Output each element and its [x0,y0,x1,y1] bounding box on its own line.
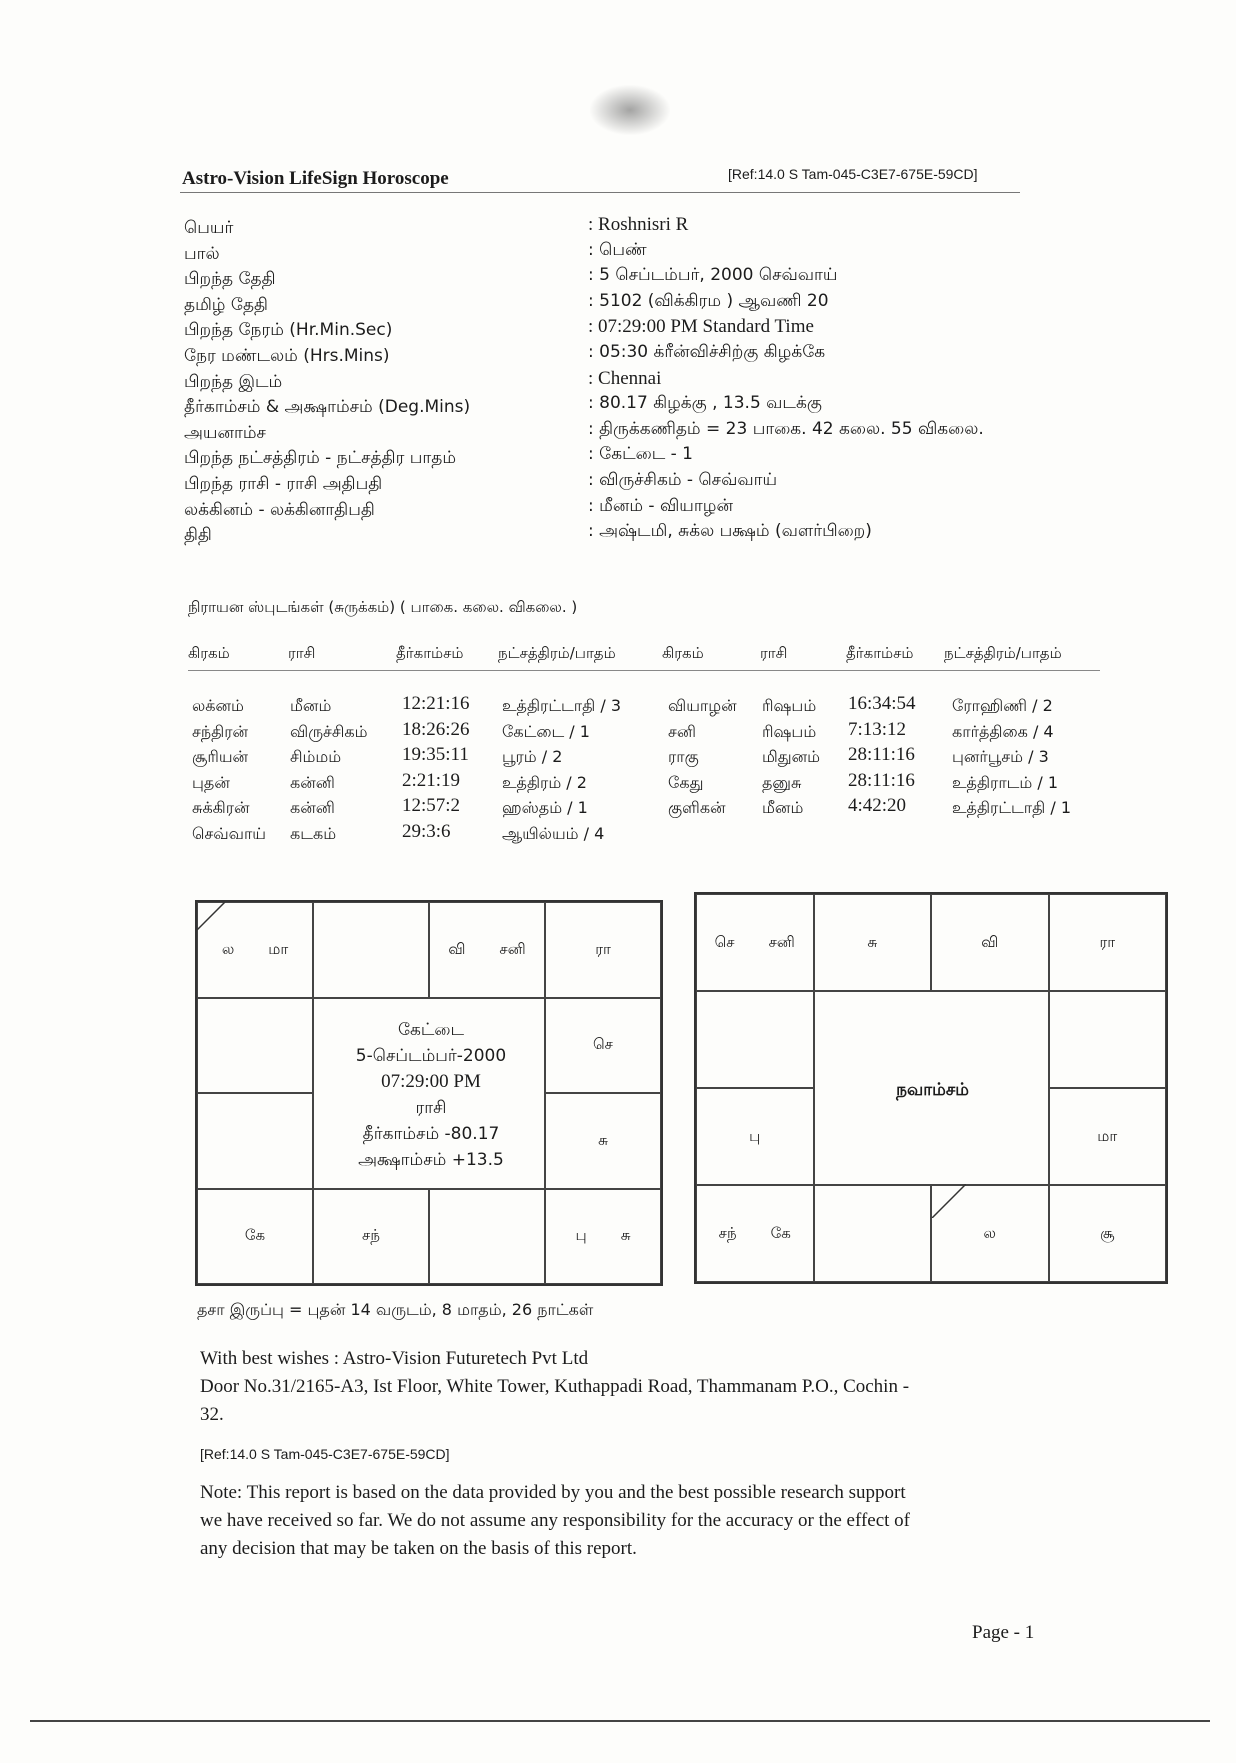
reference-code: [Ref:14.0 S Tam-045-C3E7-675E-59CD] [728,166,978,182]
rasi-center-star: கேட்டை [397,1020,465,1040]
spudam-cell: குளிகன் [668,798,726,817]
chart-house [545,902,661,998]
chart-house [1049,991,1167,1088]
spudam-cell: மீனம் [762,798,804,817]
detail-label: பிறந்த தேதி [184,269,276,289]
footer-reference-code: [Ref:14.0 S Tam-045-C3E7-675E-59CD] [200,1446,450,1462]
planet-label: சூ [1100,1223,1115,1242]
planet-label: மா [1097,1126,1118,1145]
planet-label: கே [244,1226,266,1245]
detail-value: : 07:29:00 PM Standard Time [588,316,814,337]
footer-wishes: With best wishes : Astro-Vision Futuretech Pvt Ltd [200,1348,589,1369]
footer-note-line2: we have received so far. We do not assume any responsibility for the accuracy or the effect of [200,1510,910,1531]
detail-label: பிறந்த ராசி - ராசி அதிபதி [184,474,383,494]
chart-house [814,1185,932,1282]
detail-label: தமிழ் தேதி [184,295,268,315]
rasi-center-longitude: தீர்காம்சம் -80.17 [362,1124,500,1144]
rasi-center [314,999,548,1191]
chart-house [696,894,814,991]
spudam-cell: லக்னம் [192,696,244,715]
planet-label: செ [714,932,735,951]
spudam-cell: கேது [668,773,704,792]
detail-label: அயனாம்ச [184,423,266,443]
rasi-center-name: ராசி [415,1098,447,1118]
spudam-cell: புதன் [192,773,230,792]
lagna-marker [197,902,227,932]
spudam-column-header: தீர்காம்சம் [846,644,914,662]
planet-label: ரா [1099,932,1116,951]
spudam-cell: ஆயில்யம் / 4 [502,824,605,843]
chart-house [197,1093,313,1189]
spudam-cell: கன்னி [290,773,335,792]
chart-house [197,1189,313,1285]
chart-house [545,1093,661,1189]
rasi-chart [195,900,663,1286]
spudam-cell: ஹஸ்தம் / 1 [502,798,588,817]
detail-label: லக்கினம் - லக்கினாதிபதி [184,500,375,520]
detail-label: நேர மண்டலம் (Hrs.Mins) [184,346,390,366]
spudam-column-header: நட்சத்திரம்/பாதம் [944,644,1062,662]
chart-house [429,902,545,998]
spudam-cell: 28:11:16 [848,744,915,765]
chart-house [197,998,313,1094]
chart-house [696,1185,814,1282]
spudam-cell: பூரம் / 2 [502,747,563,766]
detail-label: திதி [184,525,212,545]
spudam-cell: 19:35:11 [402,744,469,765]
spudam-cell: செவ்வாய் [192,824,267,843]
spudam-column-header: கிரகம் [188,644,230,662]
detail-value: : 5102 (விக்கிரம ) ஆவணி 20 [588,291,829,311]
spudam-cell: கடகம் [290,824,337,843]
chart-house [1049,1088,1167,1185]
detail-value: : மீனம் - வியாழன் [588,496,733,516]
header-divider [180,192,1020,193]
dasa-balance: தசா இருப்பு = புதன் 14 வருடம், 8 மாதம், 26 நாட்கள் [197,1300,594,1319]
spudam-cell: ரோஹிணி / 2 [952,696,1053,715]
bottom-rule [30,1720,1210,1722]
spudam-cell: 29:3:6 [402,821,451,842]
planet-label: சு [620,1226,631,1245]
chart-house [313,902,429,998]
chart-house [429,1189,545,1285]
spudam-cell: சுக்கிரன் [192,798,250,817]
spudam-cell: சிம்மம் [290,747,342,766]
planet-label: ல [221,939,235,958]
detail-value: : கேட்டை - 1 [588,444,693,464]
detail-label: பெயர் [184,218,234,238]
page-number: Page - 1 [972,1622,1035,1643]
spudam-cell: 12:21:16 [402,693,470,714]
spudam-column-header: நட்சத்திரம்/பாதம் [498,644,616,662]
scan-smudge [590,85,670,135]
planet-label: சு [867,932,878,951]
planet-label: கே [770,1223,791,1242]
planet-label: செ [593,1035,613,1054]
planet-label: ல [983,1223,996,1242]
spudam-column-header: தீர்காம்சம் [396,644,464,662]
spudam-cell: கார்த்திகை / 4 [952,722,1054,741]
spudam-cell: 2:21:19 [402,770,461,791]
spudam-header-divider [188,670,1100,671]
navamsa-center-name: நவாம்சம் [896,1080,969,1100]
chart-house [545,998,661,1094]
detail-value: : Chennai [588,368,662,389]
planet-label: ரா [595,939,611,958]
spudam-cell: சந்திரன் [192,722,249,741]
spudam-cell: ரிஷபம் [762,722,817,741]
spudam-cell: 7:13:12 [848,719,907,740]
spudam-cell: தனுசு [762,773,802,792]
planet-label: சனி [768,932,795,951]
detail-value: : Roshnisri R [588,214,689,235]
footer-address-line2: 32. [200,1404,224,1425]
planet-label: வி [981,932,999,951]
spudam-cell: உத்திராடம் / 1 [952,773,1059,792]
chart-house [313,1189,429,1285]
navamsa-center [814,992,1051,1188]
planet-label: பு [575,1226,587,1245]
detail-value: : 80.17 கிழக்கு , 13.5 வடக்கு [588,393,822,413]
spudam-cell: உத்திரட்டாதி / 1 [952,798,1071,817]
planet-label: மா [268,939,289,958]
chart-house [1049,894,1167,991]
spudam-cell: உத்திரட்டாதி / 3 [502,696,621,715]
spudam-cell: கேட்டை / 1 [502,722,590,741]
spudam-cell: 16:34:54 [848,693,916,714]
rasi-center-date: 5-செப்டம்பர்-2000 [355,1046,507,1066]
spudam-cell: வியாழன் [668,696,737,715]
spudam-title: நிராயன ஸ்புடங்கள் (சுருக்கம்) ( பாகை. கலை. விகலை. ) [188,598,578,616]
detail-label: பிறந்த நட்சத்திரம் - நட்சத்திர பாதம் [184,448,457,468]
chart-house [696,991,814,1088]
spudam-column-header: ராசி [288,644,316,662]
detail-value: : 05:30 க்ரீன்விச்சிற்கு கிழக்கே [588,342,826,362]
detail-value: : பெண் [588,240,647,260]
chart-house [1049,1185,1167,1282]
spudam-cell: சூரியன் [192,747,249,766]
spudam-cell: 28:11:16 [848,770,915,791]
planet-label: பு [749,1126,761,1145]
navamsa-lagna-marker [932,1184,966,1218]
spudam-cell: 4:42:20 [848,795,907,816]
detail-value: : விருச்சிகம் - செவ்வாய் [588,470,778,490]
rasi-center-time: 07:29:00 PM [381,1071,481,1092]
detail-value: : திருக்கணிதம் = 23 பாகை. 42 கலை. 55 விகலை. [588,419,984,439]
planet-label: சனி [499,939,526,958]
spudam-cell: சனி [668,722,696,741]
detail-label: தீர்காம்சம் & அக்ஷாம்சம் (Deg.Mins) [184,397,471,417]
chart-house [696,1088,814,1185]
detail-value: : 5 செப்டம்பர், 2000 செவ்வாய் [588,265,838,285]
planet-label: சந் [718,1223,737,1242]
spudam-cell: விருச்சிகம் [290,722,368,741]
spudam-cell: ரிஷபம் [762,696,817,715]
rasi-center-latitude: அக்ஷாம்சம் +13.5 [358,1150,504,1170]
footer-note-line3: any decision that may be taken on the basis of this report. [200,1538,637,1559]
spudam-cell: கன்னி [290,798,335,817]
spudam-cell: மீனம் [290,696,332,715]
planet-label: வி [448,939,466,958]
planet-label: சந் [362,1226,380,1245]
report-title: Astro-Vision LifeSign Horoscope [182,168,449,189]
detail-label: பிறந்த இடம் [184,372,283,392]
footer-note-line1: Note: This report is based on the data provided by you and the best possible research support [200,1482,906,1503]
detail-label: பிறந்த நேரம் (Hr.Min.Sec) [184,320,393,340]
spudam-cell: மிதுனம் [762,747,821,766]
detail-label: பால் [184,244,220,264]
spudam-column-header: ராசி [760,644,788,662]
navamsa-chart [694,892,1168,1284]
detail-value: : அஷ்டமி, சுக்ல பக்ஷம் (வளர்பிறை) [588,521,872,541]
footer-address-line1: Door No.31/2165-A3, Ist Floor, White Tower, Kuthappadi Road, Thammanam P.O., Cochin - [200,1376,910,1397]
spudam-cell: 12:57:2 [402,795,461,816]
chart-house [814,894,932,991]
spudam-cell: ராகு [668,747,699,766]
planet-label: சு [598,1130,608,1149]
chart-house [545,1189,661,1285]
spudam-column-header: கிரகம் [662,644,704,662]
spudam-cell: 18:26:26 [402,719,470,740]
spudam-cell: புனர்பூசம் / 3 [952,747,1049,766]
spudam-cell: உத்திரம் / 2 [502,773,587,792]
chart-house [931,894,1049,991]
